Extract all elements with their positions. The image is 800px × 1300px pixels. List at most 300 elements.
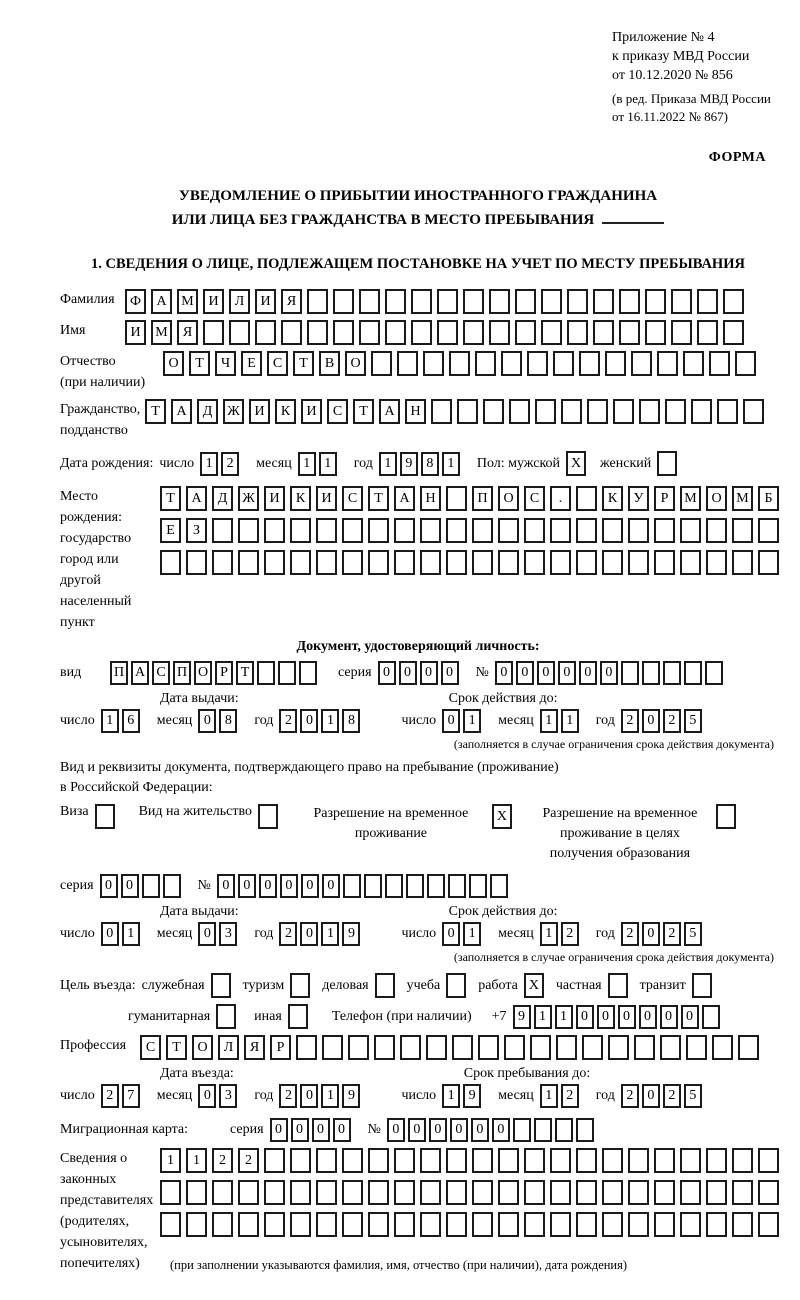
char-cell[interactable] bbox=[732, 1148, 753, 1173]
char-cell[interactable]: 0 bbox=[442, 922, 460, 946]
char-cell[interactable]: 2 bbox=[221, 452, 239, 476]
char-cell[interactable] bbox=[576, 1180, 597, 1205]
char-cell[interactable]: 1 bbox=[321, 1084, 339, 1108]
char-cell[interactable]: Т bbox=[145, 399, 166, 424]
char-cell[interactable]: 1 bbox=[540, 1084, 558, 1108]
char-cell[interactable] bbox=[420, 518, 441, 543]
char-cell[interactable] bbox=[654, 550, 675, 575]
char-cell[interactable]: П bbox=[110, 661, 128, 685]
char-cell[interactable]: К bbox=[602, 486, 623, 511]
char-cell[interactable]: 1 bbox=[298, 452, 316, 476]
char-cell[interactable]: 2 bbox=[621, 1084, 639, 1108]
char-cell[interactable] bbox=[446, 518, 467, 543]
char-cell[interactable] bbox=[469, 874, 487, 898]
residence-permit-checkbox[interactable] bbox=[258, 804, 278, 829]
char-cell[interactable]: 1 bbox=[540, 922, 558, 946]
char-cell[interactable] bbox=[555, 1118, 573, 1142]
char-cell[interactable] bbox=[307, 320, 328, 345]
char-cell[interactable]: Ж bbox=[223, 399, 244, 424]
char-cell[interactable] bbox=[702, 1005, 720, 1029]
char-cell[interactable] bbox=[385, 289, 406, 314]
char-cell[interactable] bbox=[513, 1118, 531, 1142]
char-cell[interactable] bbox=[290, 1148, 311, 1173]
char-cell[interactable]: 0 bbox=[471, 1118, 489, 1142]
char-cell[interactable] bbox=[535, 399, 556, 424]
char-cell[interactable] bbox=[212, 1180, 233, 1205]
char-cell[interactable]: 0 bbox=[600, 661, 618, 685]
char-cell[interactable] bbox=[478, 1035, 499, 1060]
char-cell[interactable] bbox=[665, 399, 686, 424]
char-cell[interactable]: Б bbox=[758, 486, 779, 511]
char-cell[interactable] bbox=[385, 320, 406, 345]
char-cell[interactable]: 0 bbox=[399, 661, 417, 685]
char-cell[interactable] bbox=[723, 320, 744, 345]
char-cell[interactable] bbox=[400, 1035, 421, 1060]
char-cell[interactable]: Е bbox=[160, 518, 181, 543]
char-cell[interactable]: 0 bbox=[280, 874, 298, 898]
char-cell[interactable] bbox=[290, 1212, 311, 1237]
char-cell[interactable] bbox=[296, 1035, 317, 1060]
char-cell[interactable] bbox=[550, 550, 571, 575]
char-cell[interactable] bbox=[448, 874, 466, 898]
char-cell[interactable]: 0 bbox=[291, 1118, 309, 1142]
char-cell[interactable]: 0 bbox=[642, 1084, 660, 1108]
char-cell[interactable]: М bbox=[680, 486, 701, 511]
char-cell[interactable]: 3 bbox=[219, 1084, 237, 1108]
char-cell[interactable] bbox=[654, 1180, 675, 1205]
purpose-chastnaya-checkbox[interactable] bbox=[608, 973, 628, 998]
char-cell[interactable] bbox=[706, 550, 727, 575]
char-cell[interactable]: 2 bbox=[238, 1148, 259, 1173]
char-cell[interactable] bbox=[602, 550, 623, 575]
char-cell[interactable]: 2 bbox=[212, 1148, 233, 1173]
char-cell[interactable]: И bbox=[249, 399, 270, 424]
char-cell[interactable] bbox=[394, 518, 415, 543]
char-cell[interactable] bbox=[343, 874, 361, 898]
char-cell[interactable]: 0 bbox=[387, 1118, 405, 1142]
char-cell[interactable] bbox=[631, 351, 652, 376]
char-cell[interactable]: Н bbox=[405, 399, 426, 424]
char-cell[interactable]: 2 bbox=[663, 922, 681, 946]
char-cell[interactable] bbox=[530, 1035, 551, 1060]
char-cell[interactable] bbox=[515, 320, 536, 345]
char-cell[interactable] bbox=[368, 1148, 389, 1173]
char-cell[interactable] bbox=[654, 518, 675, 543]
char-cell[interactable] bbox=[680, 518, 701, 543]
purpose-ucheba-checkbox[interactable] bbox=[446, 973, 466, 998]
char-cell[interactable] bbox=[654, 1148, 675, 1173]
char-cell[interactable]: 0 bbox=[408, 1118, 426, 1142]
char-cell[interactable] bbox=[264, 518, 285, 543]
char-cell[interactable]: 0 bbox=[333, 1118, 351, 1142]
char-cell[interactable]: 0 bbox=[121, 874, 139, 898]
char-cell[interactable] bbox=[446, 550, 467, 575]
char-cell[interactable] bbox=[515, 289, 536, 314]
purpose-gumanitarnaya-checkbox[interactable] bbox=[216, 1004, 236, 1029]
char-cell[interactable]: И bbox=[301, 399, 322, 424]
char-cell[interactable] bbox=[697, 289, 718, 314]
char-cell[interactable]: 0 bbox=[238, 874, 256, 898]
char-cell[interactable] bbox=[680, 1180, 701, 1205]
char-cell[interactable] bbox=[411, 320, 432, 345]
char-cell[interactable] bbox=[160, 1180, 181, 1205]
char-cell[interactable]: 0 bbox=[558, 661, 576, 685]
char-cell[interactable]: Т bbox=[353, 399, 374, 424]
char-cell[interactable] bbox=[613, 399, 634, 424]
char-cell[interactable] bbox=[394, 1180, 415, 1205]
char-cell[interactable]: 1 bbox=[379, 452, 397, 476]
char-cell[interactable]: 0 bbox=[450, 1118, 468, 1142]
char-cell[interactable] bbox=[576, 1148, 597, 1173]
char-cell[interactable] bbox=[359, 289, 380, 314]
char-cell[interactable] bbox=[490, 874, 508, 898]
char-cell[interactable] bbox=[541, 289, 562, 314]
char-cell[interactable]: А bbox=[131, 661, 149, 685]
char-cell[interactable] bbox=[504, 1035, 525, 1060]
char-cell[interactable]: И bbox=[316, 486, 337, 511]
char-cell[interactable] bbox=[427, 874, 445, 898]
char-cell[interactable] bbox=[561, 399, 582, 424]
char-cell[interactable] bbox=[587, 399, 608, 424]
char-cell[interactable] bbox=[342, 1180, 363, 1205]
char-cell[interactable] bbox=[550, 1212, 571, 1237]
char-cell[interactable] bbox=[160, 550, 181, 575]
char-cell[interactable]: А bbox=[379, 399, 400, 424]
char-cell[interactable]: 1 bbox=[321, 922, 339, 946]
char-cell[interactable]: 0 bbox=[495, 661, 513, 685]
char-cell[interactable] bbox=[238, 550, 259, 575]
char-cell[interactable] bbox=[576, 1118, 594, 1142]
char-cell[interactable]: 0 bbox=[441, 661, 459, 685]
char-cell[interactable] bbox=[290, 1180, 311, 1205]
char-cell[interactable]: З bbox=[186, 518, 207, 543]
char-cell[interactable]: Т bbox=[160, 486, 181, 511]
char-cell[interactable]: 0 bbox=[100, 874, 118, 898]
char-cell[interactable] bbox=[706, 1148, 727, 1173]
char-cell[interactable]: Р bbox=[270, 1035, 291, 1060]
char-cell[interactable]: 8 bbox=[421, 452, 439, 476]
char-cell[interactable] bbox=[238, 1180, 259, 1205]
char-cell[interactable] bbox=[663, 661, 681, 685]
purpose-turizm-checkbox[interactable] bbox=[290, 973, 310, 998]
char-cell[interactable]: 0 bbox=[198, 709, 216, 733]
char-cell[interactable] bbox=[186, 1180, 207, 1205]
char-cell[interactable] bbox=[449, 351, 470, 376]
char-cell[interactable] bbox=[680, 550, 701, 575]
char-cell[interactable]: 0 bbox=[681, 1005, 699, 1029]
char-cell[interactable] bbox=[307, 289, 328, 314]
char-cell[interactable] bbox=[212, 1212, 233, 1237]
char-cell[interactable]: С bbox=[152, 661, 170, 685]
char-cell[interactable]: С bbox=[524, 486, 545, 511]
char-cell[interactable]: 0 bbox=[217, 874, 235, 898]
char-cell[interactable] bbox=[420, 1180, 441, 1205]
char-cell[interactable] bbox=[738, 1035, 759, 1060]
char-cell[interactable] bbox=[385, 874, 403, 898]
char-cell[interactable] bbox=[364, 874, 382, 898]
char-cell[interactable] bbox=[420, 1148, 441, 1173]
char-cell[interactable] bbox=[333, 320, 354, 345]
char-cell[interactable] bbox=[420, 1212, 441, 1237]
char-cell[interactable] bbox=[463, 320, 484, 345]
char-cell[interactable] bbox=[705, 661, 723, 685]
char-cell[interactable] bbox=[368, 1180, 389, 1205]
char-cell[interactable]: 0 bbox=[300, 922, 318, 946]
char-cell[interactable]: 2 bbox=[663, 1084, 681, 1108]
char-cell[interactable]: 0 bbox=[492, 1118, 510, 1142]
char-cell[interactable] bbox=[264, 550, 285, 575]
char-cell[interactable]: 0 bbox=[639, 1005, 657, 1029]
char-cell[interactable] bbox=[203, 320, 224, 345]
char-cell[interactable]: П bbox=[472, 486, 493, 511]
char-cell[interactable] bbox=[553, 351, 574, 376]
char-cell[interactable]: 1 bbox=[186, 1148, 207, 1173]
char-cell[interactable] bbox=[457, 399, 478, 424]
visa-checkbox[interactable] bbox=[95, 804, 115, 829]
char-cell[interactable] bbox=[446, 1212, 467, 1237]
char-cell[interactable]: 0 bbox=[322, 874, 340, 898]
char-cell[interactable] bbox=[423, 351, 444, 376]
char-cell[interactable] bbox=[619, 289, 640, 314]
char-cell[interactable]: Я bbox=[177, 320, 198, 345]
char-cell[interactable] bbox=[374, 1035, 395, 1060]
char-cell[interactable]: В bbox=[319, 351, 340, 376]
char-cell[interactable]: 0 bbox=[442, 709, 460, 733]
char-cell[interactable] bbox=[316, 550, 337, 575]
char-cell[interactable] bbox=[278, 661, 296, 685]
char-cell[interactable] bbox=[524, 1212, 545, 1237]
char-cell[interactable] bbox=[342, 1148, 363, 1173]
char-cell[interactable]: 1 bbox=[561, 709, 579, 733]
char-cell[interactable]: И bbox=[203, 289, 224, 314]
char-cell[interactable] bbox=[498, 518, 519, 543]
char-cell[interactable]: Д bbox=[197, 399, 218, 424]
char-cell[interactable]: Л bbox=[229, 289, 250, 314]
char-cell[interactable] bbox=[501, 351, 522, 376]
char-cell[interactable]: 1 bbox=[101, 709, 119, 733]
char-cell[interactable]: 0 bbox=[420, 661, 438, 685]
char-cell[interactable] bbox=[706, 1180, 727, 1205]
char-cell[interactable] bbox=[642, 661, 660, 685]
char-cell[interactable] bbox=[527, 351, 548, 376]
char-cell[interactable] bbox=[634, 1035, 655, 1060]
char-cell[interactable] bbox=[576, 550, 597, 575]
char-cell[interactable] bbox=[394, 1212, 415, 1237]
char-cell[interactable] bbox=[348, 1035, 369, 1060]
char-cell[interactable]: К bbox=[290, 486, 311, 511]
char-cell[interactable]: 0 bbox=[429, 1118, 447, 1142]
char-cell[interactable] bbox=[709, 351, 730, 376]
char-cell[interactable] bbox=[541, 320, 562, 345]
char-cell[interactable] bbox=[229, 320, 250, 345]
char-cell[interactable] bbox=[691, 399, 712, 424]
char-cell[interactable]: С bbox=[342, 486, 363, 511]
char-cell[interactable] bbox=[697, 320, 718, 345]
char-cell[interactable]: Н bbox=[420, 486, 441, 511]
purpose-sluzhebnaya-checkbox[interactable] bbox=[211, 973, 231, 998]
char-cell[interactable]: 2 bbox=[621, 709, 639, 733]
purpose-delovaya-checkbox[interactable] bbox=[375, 973, 395, 998]
char-cell[interactable] bbox=[371, 351, 392, 376]
char-cell[interactable]: 8 bbox=[219, 709, 237, 733]
purpose-rabota-checkbox[interactable]: X bbox=[524, 973, 544, 998]
char-cell[interactable] bbox=[550, 1148, 571, 1173]
char-cell[interactable]: 2 bbox=[279, 709, 297, 733]
char-cell[interactable] bbox=[238, 518, 259, 543]
char-cell[interactable]: 3 bbox=[219, 922, 237, 946]
char-cell[interactable] bbox=[576, 1212, 597, 1237]
char-cell[interactable] bbox=[758, 1180, 779, 1205]
char-cell[interactable] bbox=[628, 1148, 649, 1173]
char-cell[interactable]: Я bbox=[281, 289, 302, 314]
char-cell[interactable] bbox=[160, 1212, 181, 1237]
char-cell[interactable]: 1 bbox=[442, 452, 460, 476]
char-cell[interactable]: 2 bbox=[663, 709, 681, 733]
char-cell[interactable]: С bbox=[327, 399, 348, 424]
char-cell[interactable] bbox=[264, 1148, 285, 1173]
char-cell[interactable] bbox=[489, 320, 510, 345]
char-cell[interactable] bbox=[238, 1212, 259, 1237]
char-cell[interactable]: 0 bbox=[516, 661, 534, 685]
char-cell[interactable]: Е bbox=[241, 351, 262, 376]
char-cell[interactable] bbox=[452, 1035, 473, 1060]
char-cell[interactable]: 1 bbox=[122, 922, 140, 946]
char-cell[interactable] bbox=[582, 1035, 603, 1060]
char-cell[interactable]: А bbox=[394, 486, 415, 511]
char-cell[interactable] bbox=[576, 486, 597, 511]
char-cell[interactable] bbox=[619, 320, 640, 345]
char-cell[interactable] bbox=[621, 661, 639, 685]
char-cell[interactable] bbox=[550, 518, 571, 543]
char-cell[interactable]: Я bbox=[244, 1035, 265, 1060]
char-cell[interactable]: 0 bbox=[198, 922, 216, 946]
char-cell[interactable]: 5 bbox=[684, 922, 702, 946]
char-cell[interactable] bbox=[397, 351, 418, 376]
char-cell[interactable]: 1 bbox=[463, 922, 481, 946]
char-cell[interactable] bbox=[683, 351, 704, 376]
char-cell[interactable]: 0 bbox=[618, 1005, 636, 1029]
char-cell[interactable]: О bbox=[192, 1035, 213, 1060]
char-cell[interactable]: И bbox=[264, 486, 285, 511]
char-cell[interactable] bbox=[426, 1035, 447, 1060]
char-cell[interactable] bbox=[472, 1180, 493, 1205]
char-cell[interactable]: 0 bbox=[576, 1005, 594, 1029]
char-cell[interactable]: А bbox=[151, 289, 172, 314]
char-cell[interactable]: 0 bbox=[642, 709, 660, 733]
char-cell[interactable]: Ф bbox=[125, 289, 146, 314]
char-cell[interactable]: Л bbox=[218, 1035, 239, 1060]
char-cell[interactable] bbox=[333, 289, 354, 314]
char-cell[interactable]: 0 bbox=[537, 661, 555, 685]
char-cell[interactable]: Т bbox=[368, 486, 389, 511]
char-cell[interactable] bbox=[498, 550, 519, 575]
char-cell[interactable] bbox=[723, 289, 744, 314]
char-cell[interactable] bbox=[628, 1212, 649, 1237]
char-cell[interactable] bbox=[212, 518, 233, 543]
char-cell[interactable] bbox=[758, 1212, 779, 1237]
char-cell[interactable] bbox=[602, 1180, 623, 1205]
char-cell[interactable] bbox=[628, 550, 649, 575]
char-cell[interactable] bbox=[322, 1035, 343, 1060]
char-cell[interactable]: Т bbox=[236, 661, 254, 685]
char-cell[interactable]: Т bbox=[189, 351, 210, 376]
char-cell[interactable]: О bbox=[194, 661, 212, 685]
char-cell[interactable]: О bbox=[498, 486, 519, 511]
char-cell[interactable] bbox=[524, 1180, 545, 1205]
char-cell[interactable] bbox=[290, 518, 311, 543]
char-cell[interactable] bbox=[316, 1180, 337, 1205]
char-cell[interactable] bbox=[255, 320, 276, 345]
char-cell[interactable] bbox=[680, 1212, 701, 1237]
char-cell[interactable]: М bbox=[151, 320, 172, 345]
char-cell[interactable]: 1 bbox=[534, 1005, 552, 1029]
char-cell[interactable] bbox=[498, 1212, 519, 1237]
char-cell[interactable]: 2 bbox=[621, 922, 639, 946]
char-cell[interactable]: М bbox=[732, 486, 753, 511]
char-cell[interactable] bbox=[342, 518, 363, 543]
char-cell[interactable]: 0 bbox=[378, 661, 396, 685]
char-cell[interactable]: О bbox=[345, 351, 366, 376]
char-cell[interactable] bbox=[316, 1212, 337, 1237]
char-cell[interactable]: 9 bbox=[342, 922, 360, 946]
char-cell[interactable] bbox=[163, 874, 181, 898]
char-cell[interactable] bbox=[264, 1180, 285, 1205]
char-cell[interactable] bbox=[671, 289, 692, 314]
char-cell[interactable] bbox=[437, 289, 458, 314]
char-cell[interactable]: 7 bbox=[122, 1084, 140, 1108]
char-cell[interactable] bbox=[437, 320, 458, 345]
char-cell[interactable] bbox=[654, 1212, 675, 1237]
char-cell[interactable] bbox=[645, 289, 666, 314]
char-cell[interactable]: У bbox=[628, 486, 649, 511]
char-cell[interactable]: Р bbox=[215, 661, 233, 685]
char-cell[interactable] bbox=[299, 661, 317, 685]
char-cell[interactable]: К bbox=[275, 399, 296, 424]
char-cell[interactable]: 0 bbox=[312, 1118, 330, 1142]
char-cell[interactable] bbox=[605, 351, 626, 376]
char-cell[interactable] bbox=[671, 320, 692, 345]
char-cell[interactable]: 2 bbox=[561, 922, 579, 946]
char-cell[interactable] bbox=[524, 518, 545, 543]
char-cell[interactable]: И bbox=[125, 320, 146, 345]
char-cell[interactable]: Ж bbox=[238, 486, 259, 511]
char-cell[interactable] bbox=[567, 289, 588, 314]
char-cell[interactable] bbox=[509, 399, 530, 424]
char-cell[interactable] bbox=[732, 1180, 753, 1205]
char-cell[interactable] bbox=[534, 1118, 552, 1142]
char-cell[interactable] bbox=[684, 661, 702, 685]
char-cell[interactable]: С bbox=[140, 1035, 161, 1060]
char-cell[interactable]: Ч bbox=[215, 351, 236, 376]
char-cell[interactable] bbox=[550, 1180, 571, 1205]
char-cell[interactable] bbox=[472, 550, 493, 575]
char-cell[interactable]: П bbox=[173, 661, 191, 685]
char-cell[interactable] bbox=[368, 1212, 389, 1237]
char-cell[interactable]: 0 bbox=[259, 874, 277, 898]
char-cell[interactable] bbox=[758, 518, 779, 543]
char-cell[interactable]: 0 bbox=[101, 922, 119, 946]
char-cell[interactable] bbox=[463, 289, 484, 314]
char-cell[interactable] bbox=[446, 1148, 467, 1173]
char-cell[interactable]: Т bbox=[166, 1035, 187, 1060]
char-cell[interactable]: . bbox=[550, 486, 571, 511]
char-cell[interactable] bbox=[368, 518, 389, 543]
char-cell[interactable]: 2 bbox=[101, 1084, 119, 1108]
char-cell[interactable] bbox=[743, 399, 764, 424]
char-cell[interactable] bbox=[359, 320, 380, 345]
char-cell[interactable]: 1 bbox=[160, 1148, 181, 1173]
char-cell[interactable] bbox=[706, 1212, 727, 1237]
